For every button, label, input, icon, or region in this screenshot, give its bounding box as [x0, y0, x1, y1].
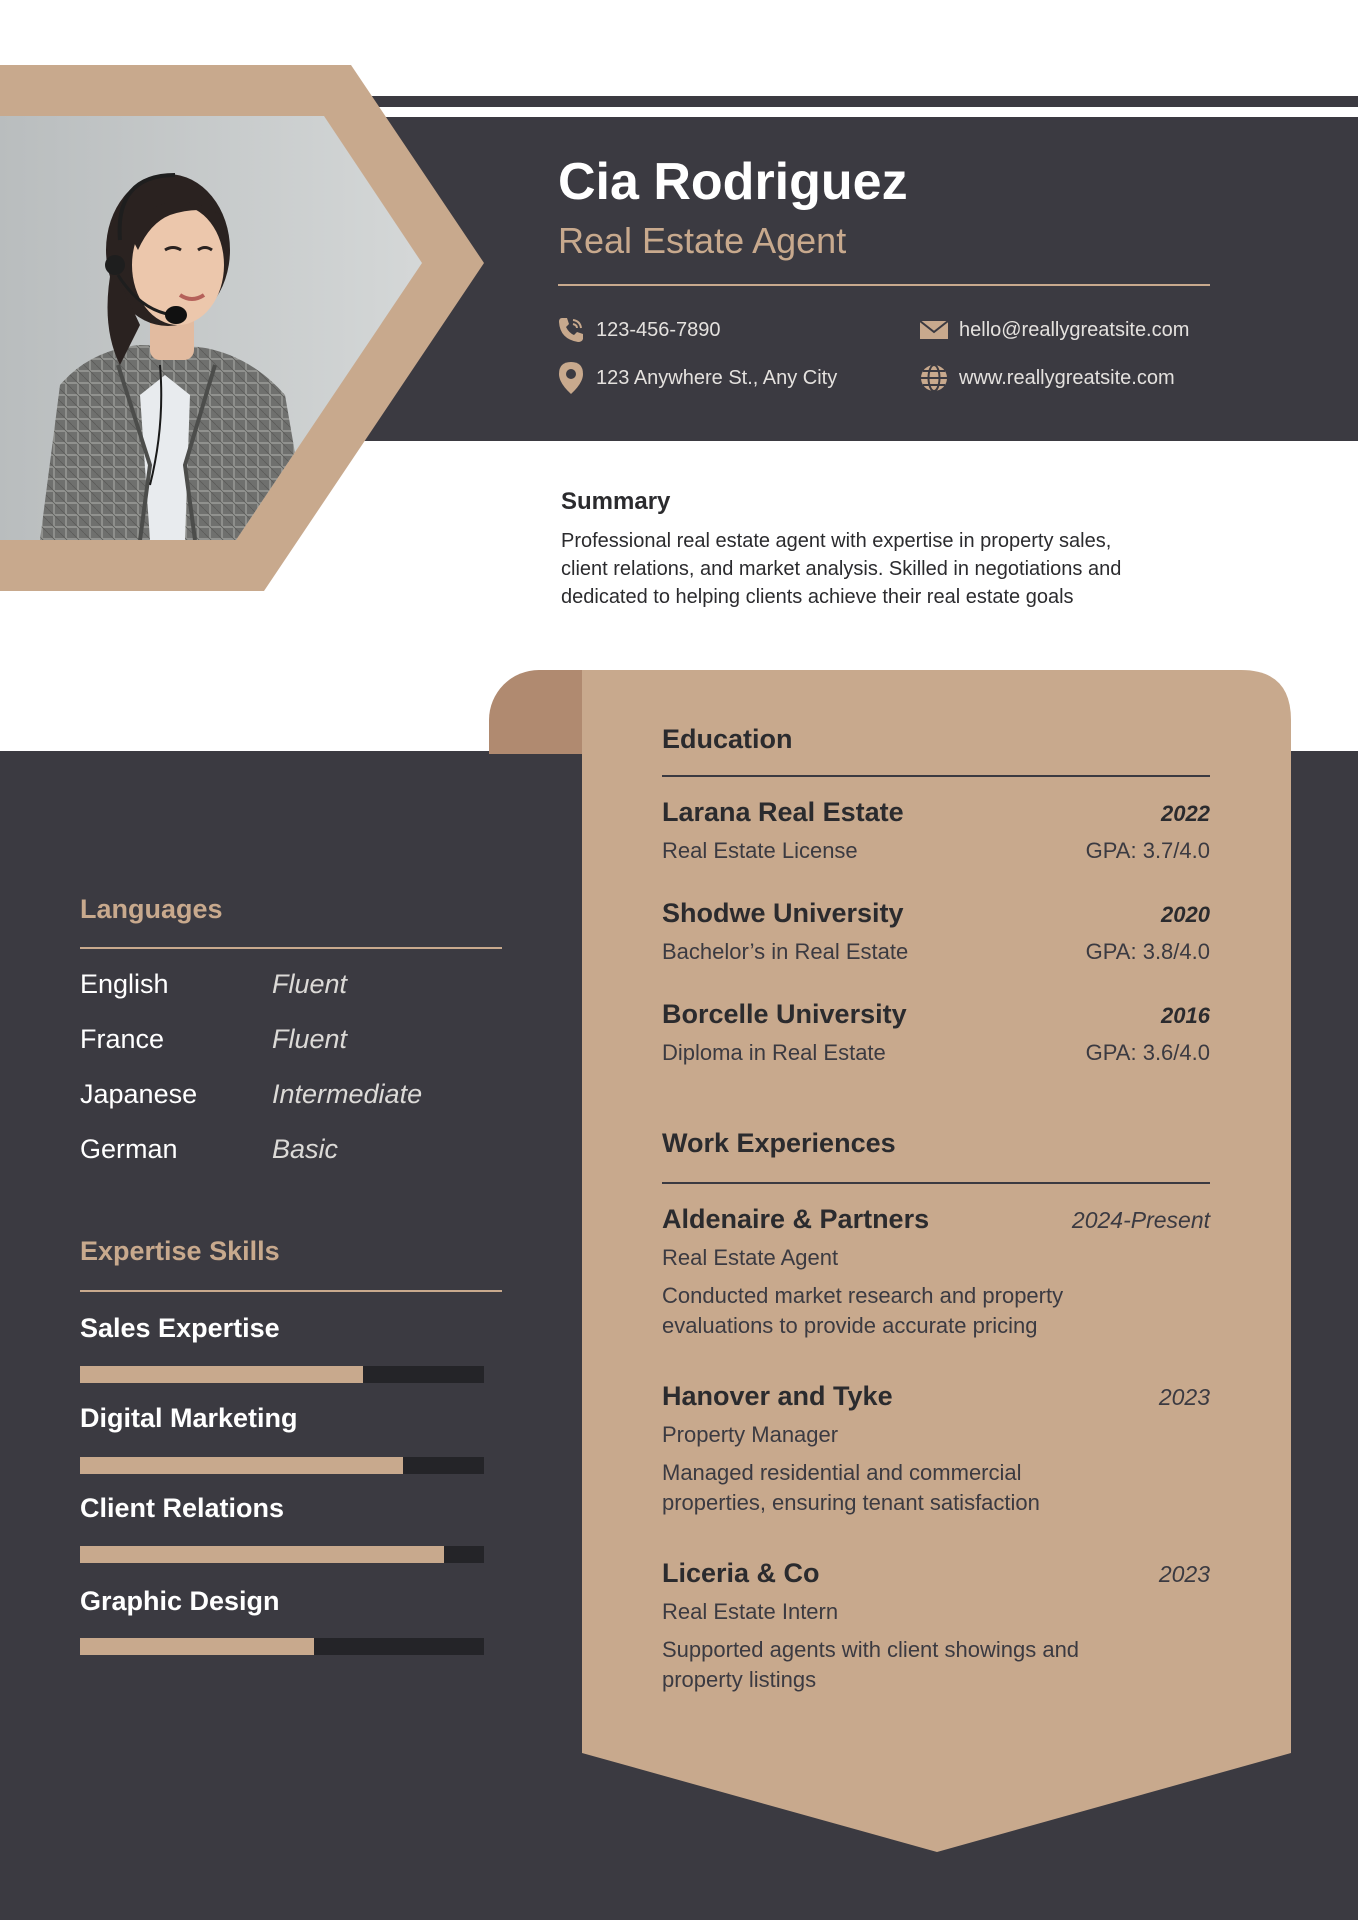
work-period: 2024-Present	[1071, 1207, 1210, 1233]
education-degree: Diploma in Real Estate	[662, 1040, 886, 1065]
globe-icon	[919, 363, 949, 393]
education-gpa: GPA: 3.6/4.0	[1085, 1040, 1210, 1065]
summary-text: Professional real estate agent with expertise in property sales, client relations, and market analysis. Skilled in negotiations and dedicated to helping clients achieve their real estate goals	[561, 530, 1122, 608]
phone-icon	[556, 315, 586, 345]
work-company: Liceria & Co	[662, 1558, 820, 1588]
profile-name: Cia Rodriguez	[558, 153, 908, 211]
education-year: 2020	[1161, 902, 1210, 927]
language-name: German	[80, 1134, 178, 1164]
education-item	[662, 898, 1210, 965]
education-gpa: GPA: 3.7/4.0	[1085, 838, 1210, 863]
work-role: Real Estate Agent	[662, 1245, 839, 1270]
contact-phone-text: 123-456-7890	[596, 318, 721, 341]
contact-website-text: www.reallygreatsite.com	[959, 366, 1175, 389]
work-description: Managed residential and commercial properties, ensuring tenant satisfaction	[662, 1460, 1040, 1515]
education-item	[662, 999, 1210, 1066]
language-name: France	[80, 1024, 165, 1054]
education-gpa: GPA: 3.8/4.0	[1085, 939, 1210, 964]
header-divider	[558, 284, 1210, 286]
contact-address	[556, 363, 837, 393]
language-item	[80, 1134, 500, 1165]
work-description: Supported agents with client showings and property listings	[662, 1637, 1080, 1692]
work-item	[662, 1204, 1210, 1341]
work-role: Real Estate Intern	[662, 1599, 839, 1624]
language-level: Basic	[272, 1134, 339, 1164]
contact-website	[919, 363, 1175, 393]
education-year: 2016	[1161, 1003, 1210, 1028]
contact-email	[919, 315, 1189, 345]
contact-address-text: 123 Anywhere St., Any City	[596, 366, 838, 389]
work-company: Hanover and Tyke	[662, 1381, 893, 1411]
location-pin-icon	[556, 363, 586, 393]
skill-bar-fill	[80, 1638, 314, 1655]
education-heading: Education	[662, 724, 793, 754]
skill-name: Sales Expertise	[80, 1313, 280, 1343]
skill-bar	[80, 1366, 484, 1383]
skill-name: Client Relations	[80, 1493, 285, 1523]
language-level: Fluent	[272, 1024, 348, 1054]
education-institution: Shodwe University	[662, 898, 904, 928]
profile-photo	[0, 116, 430, 546]
summary-heading: Summary	[561, 488, 671, 515]
language-name: Japanese	[80, 1079, 198, 1109]
education-divider	[662, 775, 1210, 777]
skill-bar-fill	[80, 1457, 403, 1474]
education-institution: Larana Real Estate	[662, 797, 904, 827]
skill-bar	[80, 1546, 484, 1563]
language-level: Fluent	[272, 969, 348, 999]
skill-bar	[80, 1457, 484, 1474]
skills-divider	[80, 1290, 502, 1292]
education-degree: Bachelor’s in Real Estate	[662, 939, 909, 964]
contact-phone	[556, 315, 721, 345]
skill-bar-fill	[80, 1546, 444, 1563]
language-item	[80, 969, 500, 1000]
languages-heading: Languages	[80, 894, 223, 924]
language-item	[80, 1079, 500, 1110]
languages-divider	[80, 947, 502, 949]
work-item	[662, 1558, 1210, 1695]
skill-bar-fill	[80, 1366, 363, 1383]
skill-name: Digital Marketing	[80, 1403, 298, 1433]
education-item	[662, 797, 1210, 864]
work-item	[662, 1381, 1210, 1518]
language-name: English	[80, 969, 169, 999]
work-period: 2023	[1158, 1384, 1210, 1410]
work-description: Conducted market research and property evaluations to provide accurate pricing	[662, 1283, 1064, 1338]
mail-icon	[919, 315, 949, 345]
skills-heading: Expertise Skills	[80, 1236, 280, 1266]
language-level: Intermediate	[272, 1079, 423, 1109]
work-company: Aldenaire & Partners	[662, 1204, 930, 1234]
language-item	[80, 1024, 500, 1055]
education-degree: Real Estate License	[662, 838, 858, 863]
work-divider	[662, 1182, 1210, 1184]
skill-bar	[80, 1638, 484, 1655]
skill-name: Graphic Design	[80, 1586, 280, 1616]
education-institution: Borcelle University	[662, 999, 907, 1029]
work-period: 2023	[1158, 1561, 1210, 1587]
profile-title: Real Estate Agent	[558, 220, 847, 261]
work-role: Property Manager	[662, 1422, 839, 1447]
education-year: 2022	[1161, 801, 1210, 826]
contact-email-text: hello@reallygreatsite.com	[959, 318, 1190, 341]
header-accent-line	[372, 96, 1358, 107]
profile-photo-frame	[0, 65, 484, 591]
work-heading: Work Experiences	[662, 1128, 896, 1158]
